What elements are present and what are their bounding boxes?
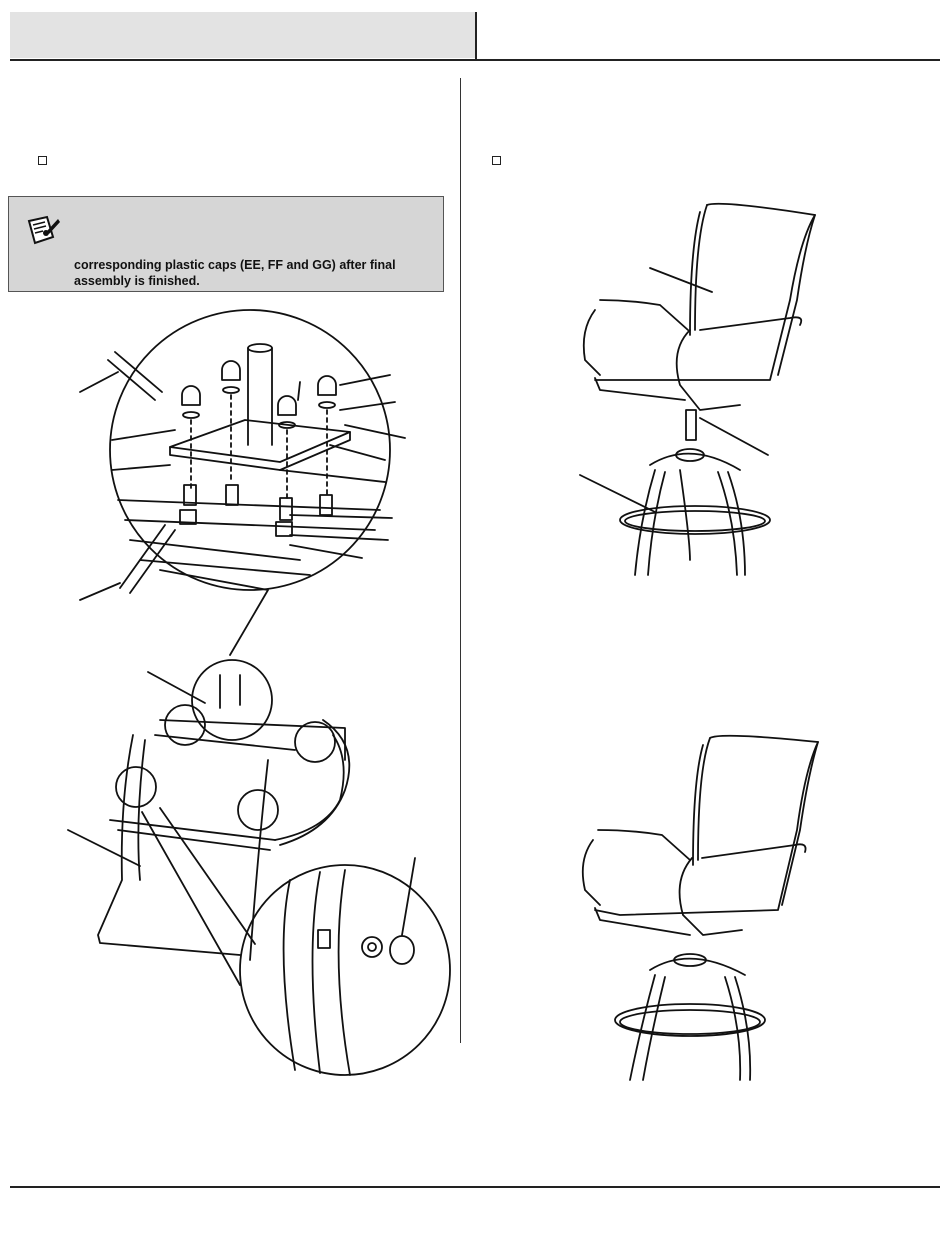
note-text: corresponding plastic caps (EE, FF and GG) after final assembly is finished.: [74, 258, 396, 288]
